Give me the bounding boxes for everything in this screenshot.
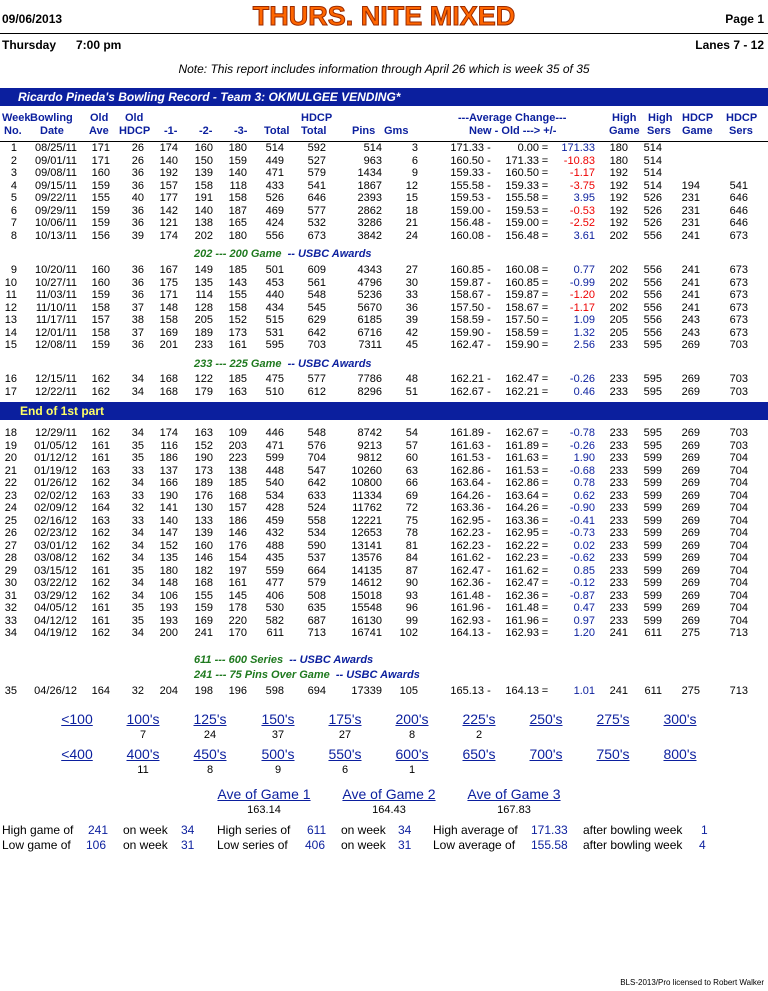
summary-low-average-value: 155.58 bbox=[531, 838, 568, 852]
week-row-14: 14 12/01/11 158 37 169 189 173 531 642 6716 42 159.90 - 158.59 = 1.32 205 556 243 673 bbox=[4, 326, 748, 339]
week-row-16: 16 12/15/11 162 34 168 122 185 475 577 7786 48 162.21 - 162.47 = -0.26 233 595 269 703 bbox=[4, 373, 748, 385]
week-row-25: 25 02/16/12 163 33 140 133 186 459 558 12221 75 162.95 - 163.36 = -0.41 233 599 269 704 bbox=[4, 514, 748, 527]
hist-label: 600's bbox=[395, 746, 429, 762]
col-old-hdcp: HDCP bbox=[119, 125, 151, 137]
summary-low-series-week: 31 bbox=[398, 838, 412, 852]
col-game1: -1- bbox=[164, 125, 178, 137]
week-row-9: 9 10/20/11 160 36 167 149 185 501 609 4343 27 160.85 - 160.08 = 0.77 202 556 241 673 bbox=[10, 264, 748, 276]
hist-label: 250's bbox=[529, 711, 563, 727]
summary-low-game: Low game of bbox=[2, 838, 71, 852]
report-date: 09/06/2013 bbox=[2, 12, 63, 26]
award-600-series: 611 --- 600 Series -- USBC Awards bbox=[194, 654, 374, 666]
hist-label: <100 bbox=[61, 711, 93, 727]
week-row-2: 2 09/01/11 171 26 140 150 159 449 527 963 6 160.50 - 171.33 = -10.83 180 514 bbox=[10, 154, 662, 167]
week-row-11: 11 11/03/11 159 36 171 114 155 440 548 5236 33 158.67 - 159.87 = -1.20 202 556 241 673 bbox=[5, 289, 748, 301]
summary-low-game-value: 106 bbox=[86, 838, 107, 852]
week-row-19: 19 01/05/12 161 35 116 152 203 471 576 9213 57 161.63 - 161.89 = -0.26 233 595 269 703 bbox=[4, 439, 748, 452]
league-day: Thursday bbox=[2, 38, 57, 52]
hist-count: 2 bbox=[475, 729, 483, 741]
week-row-15: 15 12/08/11 159 36 201 233 161 595 703 7311 45 162.47 - 159.90 = 2.56 233 595 269 703 bbox=[4, 339, 748, 351]
col-old-hdcp-top: Old bbox=[125, 112, 144, 124]
end-part-label: End of 1st part bbox=[20, 404, 105, 418]
hist-label: 100's bbox=[126, 711, 160, 727]
col-avg-change: ---Average Change--- bbox=[458, 112, 567, 124]
summary-low-series-value: 406 bbox=[305, 838, 326, 852]
week-row-5: 5 09/22/11 155 40 177 191 158 526 646 2393 15 159.53 - 155.58 = 3.95 192 526 231 646 bbox=[10, 192, 748, 204]
summary-low-average-week-label: after bowling week bbox=[583, 838, 683, 852]
week-row-1: 1 08/25/11 171 26 174 160 180 514 592 514 3 171.33 - 0.00 = 171.33 180 514 bbox=[10, 142, 662, 154]
col-hdcp-total: Total bbox=[301, 125, 327, 137]
hist-label: 450's bbox=[193, 746, 227, 762]
week-row-34: 34 04/19/12 162 34 200 241 170 611 713 16741 102 164.13 - 162.93 = 1.20 241 611 275 713 bbox=[4, 627, 748, 639]
award-200-game: 202 --- 200 Game -- USBC Awards bbox=[194, 248, 372, 260]
week-row-26: 26 02/23/12 162 34 147 139 146 432 534 12653 78 162.23 - 162.95 = -0.73 233 599 269 704 bbox=[4, 527, 748, 539]
hist-count: 1 bbox=[408, 764, 416, 776]
col-bowling: Bowling bbox=[30, 112, 73, 124]
summary-high-series-week: 34 bbox=[398, 823, 412, 837]
week-row-35: 35 04/26/12 164 32 204 198 196 598 694 17339 105 165.13 - 164.13 = 1.01 241 611 275 713 bbox=[4, 685, 748, 697]
page-number: Page 1 bbox=[725, 12, 764, 26]
col-high-top: High bbox=[612, 112, 637, 124]
weeks-table-4 bbox=[0, 427, 748, 640]
header-divider bbox=[0, 33, 768, 34]
summary-high-game-week-label: on week bbox=[123, 823, 168, 837]
end-part-bar bbox=[0, 402, 768, 420]
col-week: Week bbox=[2, 112, 31, 124]
ave-game-value: 167.83 bbox=[497, 804, 531, 816]
hist-label: <400 bbox=[61, 746, 93, 762]
week-row-20: 20 01/12/12 161 35 186 190 223 599 704 9812 60 161.53 - 161.63 = 1.90 233 599 269 704 bbox=[4, 452, 748, 464]
weeks-table-3 bbox=[0, 373, 748, 398]
col-hdcp-game: Game bbox=[682, 125, 713, 137]
hist-count: 11 bbox=[137, 764, 149, 776]
week-row-12: 12 11/10/11 158 37 148 128 158 434 545 5670 36 157.50 - 158.67 = -1.17 202 556 241 673 bbox=[4, 301, 748, 314]
ave-game-value: 163.14 bbox=[247, 804, 281, 816]
col-pins: Pins bbox=[352, 125, 376, 137]
hist-count: 27 bbox=[338, 729, 352, 741]
ave-game-label: Ave of Game 2 bbox=[342, 786, 436, 802]
week-row-22: 22 01/26/12 162 34 166 189 185 540 642 10800 66 163.64 - 162.86 = 0.78 233 599 269 704 bbox=[4, 477, 748, 489]
week-row-10: 10 10/27/11 160 36 175 135 143 453 561 4796 30 159.87 - 160.85 = -0.99 202 556 241 673 bbox=[4, 276, 748, 289]
week-row-29: 29 03/15/12 161 35 180 182 197 559 664 14135 87 162.47 - 161.62 = 0.85 233 599 269 704 bbox=[4, 564, 748, 577]
col-hdcp-top: HDCP bbox=[301, 112, 333, 124]
summary-low-average-week: 4 bbox=[699, 838, 706, 852]
summary-low-series-week-label: on week bbox=[341, 838, 386, 852]
award-75-pins: 241 --- 75 Pins Over Game -- USBC Awards bbox=[194, 669, 420, 681]
col-old: Old bbox=[90, 112, 109, 124]
weeks-table-2 bbox=[0, 264, 748, 352]
summary-high-average-week: 1 bbox=[701, 823, 708, 837]
summary-high-average-label: High average of bbox=[433, 823, 518, 837]
weeks-table-1 bbox=[0, 142, 748, 242]
summary-high-game: High game of bbox=[2, 823, 74, 837]
summary-high-series-value: 611 bbox=[307, 823, 327, 837]
col-new-old: New - Old ---> +/- bbox=[469, 125, 557, 137]
col-high-game: Game bbox=[609, 125, 640, 137]
col-week-no: No. bbox=[4, 125, 22, 137]
summary-high-series-label: High series of bbox=[217, 823, 291, 837]
league-title: THURS. NITE MIXED bbox=[252, 1, 516, 31]
summary-high-average-value: 171.33 bbox=[531, 823, 568, 837]
week-row-24: 24 02/09/12 164 32 141 130 157 428 524 11762 72 163.36 - 164.26 = -0.90 233 599 269 704 bbox=[4, 502, 748, 514]
column-headers bbox=[0, 112, 768, 142]
week-row-32: 32 04/05/12 161 35 193 159 178 530 635 15548 96 161.96 - 161.48 = 0.47 233 599 269 704 bbox=[4, 602, 748, 614]
hist-count: 37 bbox=[271, 729, 285, 741]
hist-count: 24 bbox=[203, 729, 217, 741]
week-row-3: 3 09/08/11 160 36 192 139 140 471 579 1434 9 159.33 - 160.50 = -1.17 192 514 bbox=[10, 167, 662, 179]
week-row-30: 30 03/22/12 162 34 148 168 161 477 579 14612 90 162.36 - 162.47 = -0.12 233 599 269 704 bbox=[4, 577, 748, 589]
weeks-table-5 bbox=[0, 685, 748, 698]
week-row-8: 8 10/13/11 156 39 174 202 180 556 673 3842 24 160.08 - 156.48 = 3.61 202 556 241 673 bbox=[10, 229, 748, 242]
hist-label: 300's bbox=[663, 711, 697, 727]
week-row-7: 7 10/06/11 159 36 121 138 165 424 532 3286 21 156.48 - 159.00 = -2.52 192 526 231 646 bbox=[10, 217, 748, 229]
hist-label: 700's bbox=[529, 746, 563, 762]
hist-count: 8 bbox=[408, 729, 416, 741]
league-lanes: Lanes 7 - 12 bbox=[695, 38, 764, 52]
summary-low-game-week-label: on week bbox=[123, 838, 168, 852]
col-game2: -2- bbox=[199, 125, 213, 137]
license-footer: BLS-2013/Pro licensed to Robert Walker bbox=[620, 978, 764, 987]
hist-label: 550's bbox=[328, 746, 362, 762]
hist-label: 225's bbox=[462, 711, 496, 727]
ave-game-value: 164.43 bbox=[372, 804, 406, 816]
col-ave: Ave bbox=[89, 125, 109, 137]
col-hdcp-sers-top: HDCP bbox=[726, 112, 758, 124]
col-hdcp-sers: Sers bbox=[729, 125, 753, 137]
week-row-21: 21 01/19/12 163 33 137 173 138 448 547 10260 63 162.86 - 161.53 = -0.68 233 599 269 704 bbox=[4, 464, 748, 477]
col-total: Total bbox=[264, 125, 290, 137]
hist-label: 275's bbox=[596, 711, 630, 727]
col-hdcp-game-top: HDCP bbox=[682, 112, 714, 124]
week-row-27: 27 03/01/12 162 34 152 160 176 488 590 13141 81 162.23 - 162.22 = 0.02 233 599 269 704 bbox=[4, 539, 748, 552]
ave-game-label: Ave of Game 1 bbox=[217, 786, 311, 802]
hist-count: 8 bbox=[206, 764, 214, 776]
col-date: Date bbox=[40, 125, 64, 137]
league-time: 7:00 pm bbox=[76, 38, 122, 52]
col-high-sers: Sers bbox=[647, 125, 671, 137]
col-high-sers-top: High bbox=[648, 112, 673, 124]
hist-label: 125's bbox=[193, 711, 227, 727]
summary-low-game-week: 31 bbox=[181, 838, 195, 852]
week-row-4: 4 09/15/11 159 36 157 158 118 433 541 1867 12 155.58 - 159.33 = -3.75 192 514 194 541 bbox=[10, 179, 748, 192]
week-row-13: 13 11/17/11 157 38 158 205 152 515 629 6185 39 158.59 - 157.50 = 1.09 205 556 243 673 bbox=[4, 314, 748, 326]
record-title: Ricardo Pineda's Bowling Record - Team 3: OKMULGEE VENDING* bbox=[18, 90, 401, 104]
hist-label: 500's bbox=[261, 746, 295, 762]
col-game3: -3- bbox=[234, 125, 248, 137]
hist-label: 175's bbox=[328, 711, 362, 727]
hist-count: 7 bbox=[139, 729, 147, 741]
hist-count: 6 bbox=[341, 764, 349, 776]
week-row-31: 31 03/29/12 162 34 106 155 145 406 508 15018 93 161.48 - 162.36 = -0.87 233 599 269 704 bbox=[4, 589, 748, 602]
week-row-28: 28 03/08/12 162 34 135 146 154 435 537 13576 84 161.62 - 162.23 = -0.62 233 599 269 704 bbox=[4, 552, 748, 564]
record-title-bar bbox=[0, 88, 768, 106]
hist-label: 200's bbox=[395, 711, 429, 727]
ave-game-label: Ave of Game 3 bbox=[467, 786, 561, 802]
summary-high-game-week: 34 bbox=[181, 823, 195, 837]
summary-high-game-value: 241 bbox=[88, 823, 109, 837]
report-note: Note: This report includes information through April 26 which is week 35 of 35 bbox=[178, 62, 590, 76]
col-gms: Gms bbox=[384, 125, 409, 137]
hist-label: 400's bbox=[126, 746, 160, 762]
hist-label: 650's bbox=[462, 746, 496, 762]
hist-label: 750's bbox=[596, 746, 630, 762]
award-225-game: 233 --- 225 Game -- USBC Awards bbox=[194, 358, 372, 370]
summary-low-average-label: Low average of bbox=[433, 838, 516, 852]
week-row-23: 23 02/02/12 163 33 190 176 168 534 633 11334 69 164.26 - 163.64 = 0.62 233 599 269 704 bbox=[4, 489, 748, 502]
summary-high-average-week-label: after bowling week bbox=[583, 823, 683, 837]
summary-low-series-label: Low series of bbox=[217, 838, 288, 852]
week-row-17: 17 12/22/11 162 34 168 179 163 510 612 8296 51 162.67 - 162.21 = 0.46 233 595 269 703 bbox=[4, 385, 748, 398]
hist-label: 800's bbox=[663, 746, 697, 762]
hist-label: 150's bbox=[261, 711, 295, 727]
hist-count: 9 bbox=[274, 764, 282, 776]
week-row-33: 33 04/12/12 161 35 193 169 220 582 687 16130 99 162.93 - 161.96 = 0.97 233 599 269 704 bbox=[4, 614, 748, 627]
summary-high-series-week-label: on week bbox=[341, 823, 386, 837]
week-row-6: 6 09/29/11 159 36 142 140 187 469 577 2862 18 159.00 - 159.53 = -0.53 192 526 231 646 bbox=[10, 204, 748, 217]
week-row-18: 18 12/29/11 162 34 174 163 109 446 548 8742 54 161.89 - 162.67 = -0.78 233 595 269 703 bbox=[4, 427, 748, 439]
